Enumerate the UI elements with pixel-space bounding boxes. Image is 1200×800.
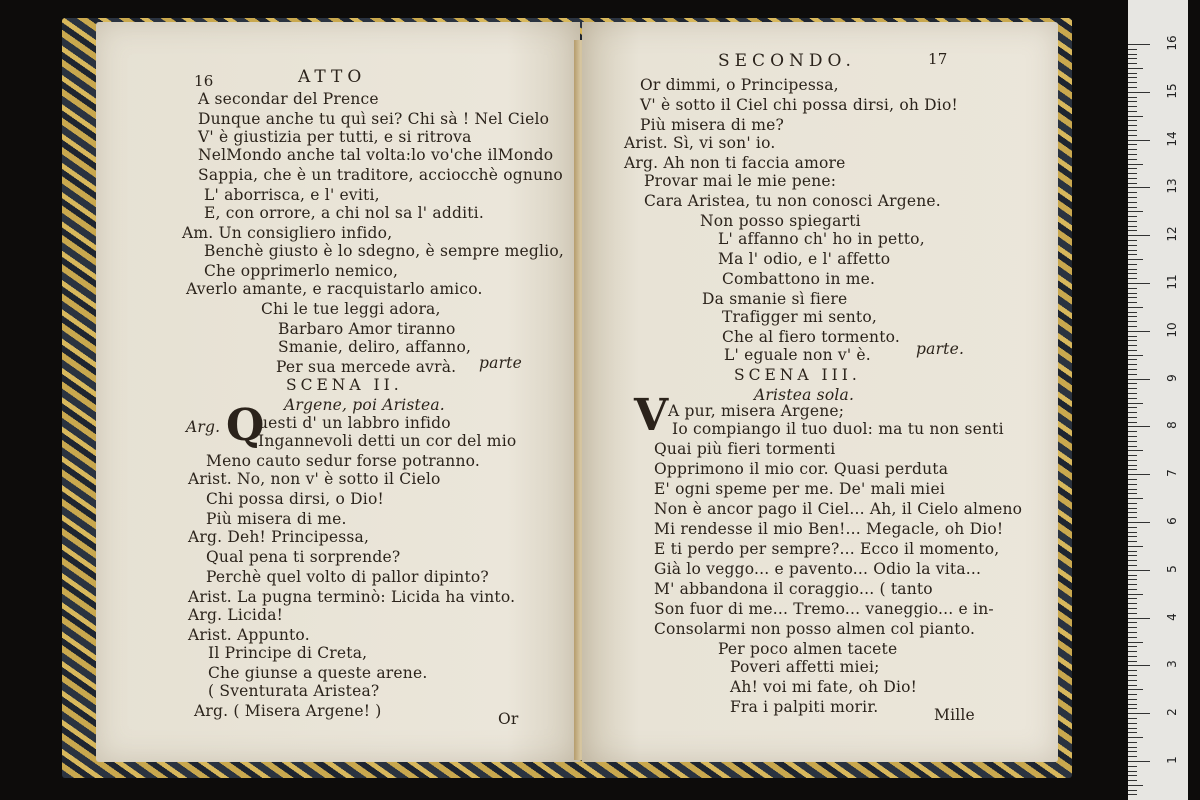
drop-cap: V xyxy=(634,390,669,441)
catchword: Mille xyxy=(934,706,975,724)
ruler-tick xyxy=(1128,517,1137,518)
ruler-tick xyxy=(1128,187,1150,188)
ruler-tick xyxy=(1128,780,1137,781)
text-line: Arg. Licida! xyxy=(188,606,284,624)
ruler-label: 11 xyxy=(1165,274,1179,290)
text-line: Ah! voi mi fate, oh Dio! xyxy=(730,678,918,696)
text-line: L' affanno ch' ho in petto, xyxy=(718,230,925,248)
text-line: Or dimmi, o Principessa, xyxy=(640,76,839,94)
text-line: Am. Un consigliero infido, xyxy=(182,224,393,242)
text-line: Ingannevoli detti un cor del mio xyxy=(258,432,517,450)
text-line: A pur, misera Argene; xyxy=(668,402,845,420)
ruler-tick xyxy=(1128,728,1137,729)
page-header-right: SECONDO. xyxy=(718,51,856,71)
ruler-tick xyxy=(1128,350,1137,351)
ruler-tick xyxy=(1128,441,1137,442)
ruler-tick xyxy=(1128,794,1137,795)
ruler-tick xyxy=(1128,144,1137,145)
ruler-tick xyxy=(1128,173,1137,174)
ruler-tick xyxy=(1128,766,1137,767)
ruler-tick xyxy=(1128,632,1137,633)
ruler-tick xyxy=(1128,785,1143,786)
ruler-tick xyxy=(1128,680,1137,681)
ruler-tick xyxy=(1128,130,1137,131)
ruler-tick xyxy=(1128,269,1137,270)
ruler-tick xyxy=(1128,747,1137,748)
ruler-tick xyxy=(1128,479,1137,480)
ruler-tick xyxy=(1128,469,1137,470)
ruler-tick xyxy=(1128,436,1137,437)
scene-characters: Aristea sola. xyxy=(754,386,855,404)
text-line: E, con orrore, a chi nol sa l' additi. xyxy=(204,204,484,222)
ruler-tick xyxy=(1128,101,1137,102)
ruler-tick xyxy=(1128,135,1137,136)
text-line: Averlo amante, e racquistarlo amico. xyxy=(186,280,483,298)
ruler-tick xyxy=(1128,164,1143,165)
text-line: Più misera di me? xyxy=(640,116,785,134)
ruler-tick xyxy=(1128,771,1137,772)
text-line: Mi rendesse il mio Ben!... Megacle, oh Dio! xyxy=(654,520,1004,538)
ruler-label: 14 xyxy=(1165,130,1179,147)
ruler-tick xyxy=(1128,484,1137,485)
ruler-tick xyxy=(1128,570,1150,571)
text-line: Opprimono il mio cor. Quasi perduta xyxy=(654,460,949,478)
ruler-tick xyxy=(1128,508,1137,509)
text-line: Arist. La pugna terminò: Licida ha vinto. xyxy=(188,588,516,606)
ruler-tick xyxy=(1128,522,1150,523)
stage-direction: parte. xyxy=(916,340,965,358)
ruler-tick xyxy=(1128,503,1137,504)
ruler-tick xyxy=(1128,417,1137,418)
ruler-tick xyxy=(1128,278,1137,279)
ruler-tick xyxy=(1128,140,1150,141)
ruler-tick xyxy=(1128,651,1137,652)
ruler-tick xyxy=(1128,240,1137,241)
speaker-label: Arg. xyxy=(186,418,221,436)
ruler-label: 16 xyxy=(1165,35,1179,51)
ruler-tick xyxy=(1128,111,1137,112)
ruler-label: 4 xyxy=(1165,612,1179,621)
ruler-tick xyxy=(1128,178,1137,179)
ruler-tick xyxy=(1128,316,1137,317)
ruler-tick xyxy=(1128,44,1150,45)
text-line: Per poco almen tacete xyxy=(718,640,898,658)
ruler-tick xyxy=(1128,297,1137,298)
text-line: Che giunse a queste arene. xyxy=(208,664,428,682)
text-line: Più misera di me. xyxy=(206,510,347,528)
ruler-tick xyxy=(1128,393,1137,394)
ruler-tick xyxy=(1128,555,1137,556)
ruler-label: 7 xyxy=(1165,469,1179,478)
ruler-tick xyxy=(1128,474,1150,475)
text-line: Non posso spiegarti xyxy=(700,212,861,230)
text-line: V' è sotto il Ciel chi possa dirsi, oh Dio! xyxy=(640,96,958,114)
ruler-tick xyxy=(1128,307,1143,308)
text-line: uesti d' un labbro infido xyxy=(258,414,451,432)
text-line: Meno cauto sedur forse potranno. xyxy=(206,452,481,470)
ruler-tick xyxy=(1128,661,1137,662)
ruler-tick xyxy=(1128,250,1137,251)
ruler-label: 10 xyxy=(1165,322,1179,338)
ruler-tick xyxy=(1128,82,1137,83)
ruler-tick xyxy=(1128,369,1137,370)
ruler-tick xyxy=(1128,422,1137,423)
ruler-tick xyxy=(1128,168,1137,169)
ruler-tick xyxy=(1128,245,1137,246)
text-line: Da smanie sì fiere xyxy=(702,290,848,308)
ruler-tick xyxy=(1128,197,1137,198)
ruler-tick xyxy=(1128,642,1143,643)
text-line: Benchè giusto è lo sdegno, è sempre meglio, xyxy=(204,242,564,260)
ruler-tick xyxy=(1128,756,1137,757)
text-line: Qual pena ti sorprende? xyxy=(206,548,401,566)
text-line: Trafigger mi sento, xyxy=(722,308,878,326)
ruler-tick xyxy=(1128,293,1137,294)
ruler-tick xyxy=(1128,675,1137,676)
ruler-tick xyxy=(1128,68,1143,69)
ruler-tick xyxy=(1128,685,1137,686)
text-line: Già lo veggo... e pavento... Odio la vita... xyxy=(654,560,982,578)
page-number-left: 16 xyxy=(194,72,214,90)
ruler-tick xyxy=(1128,273,1137,274)
ruler-tick xyxy=(1128,737,1143,738)
ruler-tick xyxy=(1128,221,1137,222)
text-line: Ma l' odio, e l' affetto xyxy=(718,250,891,268)
ruler-tick xyxy=(1128,426,1150,427)
text-line: Fra i palpiti morir. xyxy=(730,698,879,716)
ruler-tick xyxy=(1128,331,1150,332)
text-line: Sappia, che è un traditore, acciocchè ognuno xyxy=(198,166,563,184)
ruler-tick xyxy=(1128,87,1137,88)
ruler-label: 6 xyxy=(1165,517,1179,525)
ruler-tick xyxy=(1128,302,1137,303)
ruler-tick xyxy=(1128,106,1137,107)
ruler-tick xyxy=(1128,359,1137,360)
ruler-tick xyxy=(1128,125,1137,126)
ruler-tick xyxy=(1128,149,1137,150)
text-line: E ti perdo per sempre?... Ecco il momento, xyxy=(654,540,1000,558)
ruler-tick xyxy=(1128,493,1137,494)
ruler-tick xyxy=(1128,202,1137,203)
ruler-tick xyxy=(1128,412,1137,413)
ruler-tick xyxy=(1128,665,1150,666)
ruler-tick xyxy=(1128,742,1137,743)
text-line: Smanie, deliro, affanno, xyxy=(278,338,472,356)
ruler-tick xyxy=(1128,465,1137,466)
ruler-tick xyxy=(1128,637,1137,638)
ruler-tick xyxy=(1128,379,1150,380)
ruler-tick xyxy=(1128,694,1137,695)
ruler-tick xyxy=(1128,312,1137,313)
ruler-tick xyxy=(1128,154,1137,155)
ruler-tick xyxy=(1128,450,1143,451)
text-line: L' eguale non v' è. xyxy=(724,346,871,364)
ruler-tick xyxy=(1128,340,1137,341)
ruler-tick xyxy=(1128,63,1137,64)
ruler-tick xyxy=(1128,259,1143,260)
text-line: Chi possa dirsi, o Dio! xyxy=(206,490,384,508)
ruler-tick xyxy=(1128,235,1150,236)
text-line: Arist. No, non v' è sotto il Cielo xyxy=(188,470,441,488)
ruler-tick xyxy=(1128,565,1137,566)
ruler-tick xyxy=(1128,699,1137,700)
text-line: V' è giustizia per tutti, e si ritrova xyxy=(198,128,472,146)
ruler-tick xyxy=(1128,613,1137,614)
ruler-tick xyxy=(1128,326,1137,327)
ruler-tick xyxy=(1128,579,1137,580)
text-line: Son fuor di me... Tremo... vaneggio... e in- xyxy=(654,600,994,618)
ruler-label: 9 xyxy=(1165,373,1179,382)
ruler-tick xyxy=(1128,575,1137,576)
ruler-label: 8 xyxy=(1165,421,1179,430)
measurement-ruler xyxy=(1128,0,1188,800)
text-line: Che opprimerlo nemico, xyxy=(204,262,399,280)
ruler-tick xyxy=(1128,120,1137,121)
ruler-tick xyxy=(1128,551,1137,552)
text-line: L' aborrisca, e l' eviti, xyxy=(204,186,380,204)
ruler-tick xyxy=(1128,92,1150,93)
ruler-label: 5 xyxy=(1165,564,1179,573)
ruler-tick xyxy=(1128,159,1137,160)
text-line: NelMondo anche tal volta:lo vo'che ilMondo xyxy=(198,146,554,164)
text-line: Dunque anche tu quì sei? Chi sà ! Nel Cielo xyxy=(198,110,550,128)
page-number-right: 17 xyxy=(928,50,948,68)
ruler-tick xyxy=(1128,364,1137,365)
ruler-tick xyxy=(1128,374,1137,375)
ruler-tick xyxy=(1128,775,1137,776)
ruler-tick xyxy=(1128,536,1137,537)
ruler-label: 3 xyxy=(1165,660,1179,669)
ruler-tick xyxy=(1128,398,1137,399)
text-line: Arist. Appunto. xyxy=(188,626,310,644)
ruler-tick xyxy=(1128,460,1137,461)
ruler-tick xyxy=(1128,560,1137,561)
ruler-tick xyxy=(1128,388,1137,389)
ruler-tick xyxy=(1128,407,1137,408)
ruler-tick xyxy=(1128,532,1137,533)
ruler-tick xyxy=(1128,49,1137,50)
ruler-tick xyxy=(1128,790,1137,791)
ruler-tick xyxy=(1128,598,1137,599)
ruler-tick xyxy=(1128,345,1137,346)
ruler-tick xyxy=(1128,446,1137,447)
text-line: Poveri affetti miei; xyxy=(730,658,880,676)
ruler-tick xyxy=(1128,723,1137,724)
text-line: Arist. Sì, vi son' io. xyxy=(624,134,776,152)
ruler-tick xyxy=(1128,594,1143,595)
right-page xyxy=(582,22,1058,762)
text-line: Barbaro Amor tiranno xyxy=(278,320,456,338)
ruler-tick xyxy=(1128,708,1137,709)
scene-characters: Argene, poi Aristea. xyxy=(284,396,445,414)
ruler-tick xyxy=(1128,627,1137,628)
text-line: Non è ancor pago il Ciel... Ah, il Cielo almeno xyxy=(654,500,1023,518)
ruler-tick xyxy=(1128,230,1137,231)
ruler-tick xyxy=(1128,646,1137,647)
ruler-tick xyxy=(1128,355,1143,356)
ruler-tick xyxy=(1128,254,1137,255)
drop-cap: Q xyxy=(226,400,265,451)
ruler-tick xyxy=(1128,704,1137,705)
text-line: Il Principe di Creta, xyxy=(208,644,368,662)
text-line: Perchè quel volto di pallor dipinto? xyxy=(206,568,489,586)
ruler-tick xyxy=(1128,455,1137,456)
ruler-tick xyxy=(1128,54,1137,55)
ruler-tick xyxy=(1128,58,1137,59)
ruler-tick xyxy=(1128,207,1137,208)
text-line: Arg. Ah non ti faccia amore xyxy=(624,154,846,172)
text-line: E' ogni speme per me. De' mali miei xyxy=(654,480,945,498)
ruler-tick xyxy=(1128,751,1137,752)
ruler-tick xyxy=(1128,216,1137,217)
ruler-tick xyxy=(1128,546,1143,547)
ruler-tick xyxy=(1128,527,1137,528)
ruler-tick xyxy=(1128,97,1137,98)
ruler-tick xyxy=(1128,431,1137,432)
scene-heading: SCENA II. xyxy=(286,376,403,394)
ruler-tick xyxy=(1128,183,1137,184)
ruler-tick xyxy=(1128,584,1137,585)
ruler-tick xyxy=(1128,656,1137,657)
ruler-tick xyxy=(1128,498,1143,499)
text-line: Quai più fieri tormenti xyxy=(654,440,836,458)
text-line: Per sua mercede avrà. xyxy=(276,358,457,376)
text-line: Provar mai le mie pene: xyxy=(644,172,837,190)
ruler-tick xyxy=(1128,288,1137,289)
ruler-tick xyxy=(1128,383,1137,384)
ruler-label: 2 xyxy=(1165,708,1179,717)
text-line: ( Sventurata Aristea? xyxy=(208,682,380,700)
ruler-tick xyxy=(1128,608,1137,609)
ruler-tick xyxy=(1128,713,1150,714)
ruler-tick xyxy=(1128,116,1143,117)
ruler-tick xyxy=(1128,761,1150,762)
ruler-tick xyxy=(1128,589,1137,590)
page-header-left: ATTO xyxy=(298,67,367,87)
text-line: Che al fiero tormento. xyxy=(722,328,901,346)
ruler-tick xyxy=(1128,73,1137,74)
ruler-tick xyxy=(1128,603,1137,604)
ruler-tick xyxy=(1128,618,1150,619)
ruler-tick xyxy=(1128,321,1137,322)
ruler-tick xyxy=(1128,264,1137,265)
text-line: A secondar del Prence xyxy=(198,90,379,108)
ruler-tick xyxy=(1128,283,1150,284)
ruler-tick xyxy=(1128,77,1137,78)
text-line: Chi le tue leggi adora, xyxy=(261,300,441,318)
scene-heading: SCENA III. xyxy=(734,366,861,384)
ruler-tick xyxy=(1128,211,1143,212)
text-line: Io compiango il tuo duol: ma tu non senti xyxy=(672,420,1004,438)
text-line: M' abbandona il coraggio... ( tanto xyxy=(654,580,933,598)
ruler-tick xyxy=(1128,689,1143,690)
stage-direction: parte xyxy=(479,354,522,372)
text-line: Combattono in me. xyxy=(722,270,876,288)
ruler-tick xyxy=(1128,489,1137,490)
ruler-tick xyxy=(1128,512,1137,513)
ruler-tick xyxy=(1128,541,1137,542)
text-line: Consolarmi non posso almen col pianto. xyxy=(654,620,976,638)
ruler-label: 12 xyxy=(1165,226,1179,242)
ruler-label: 13 xyxy=(1165,178,1179,195)
text-line: Arg. ( Misera Argene! ) xyxy=(194,702,382,720)
text-line: Cara Aristea, tu non conosci Argene. xyxy=(644,192,941,210)
ruler-tick xyxy=(1128,403,1143,404)
catchword: Or xyxy=(498,710,519,728)
ruler-tick xyxy=(1128,622,1137,623)
ruler-tick xyxy=(1128,226,1137,227)
left-page xyxy=(96,22,580,762)
ruler-tick xyxy=(1128,732,1137,733)
text-line: Arg. Deh! Principessa, xyxy=(188,528,370,546)
ruler-tick xyxy=(1128,192,1137,193)
ruler-label: 1 xyxy=(1165,756,1179,764)
ruler-tick xyxy=(1128,336,1137,337)
ruler-tick xyxy=(1128,670,1137,671)
ruler-tick xyxy=(1128,718,1137,719)
ruler-label: 15 xyxy=(1165,83,1179,99)
